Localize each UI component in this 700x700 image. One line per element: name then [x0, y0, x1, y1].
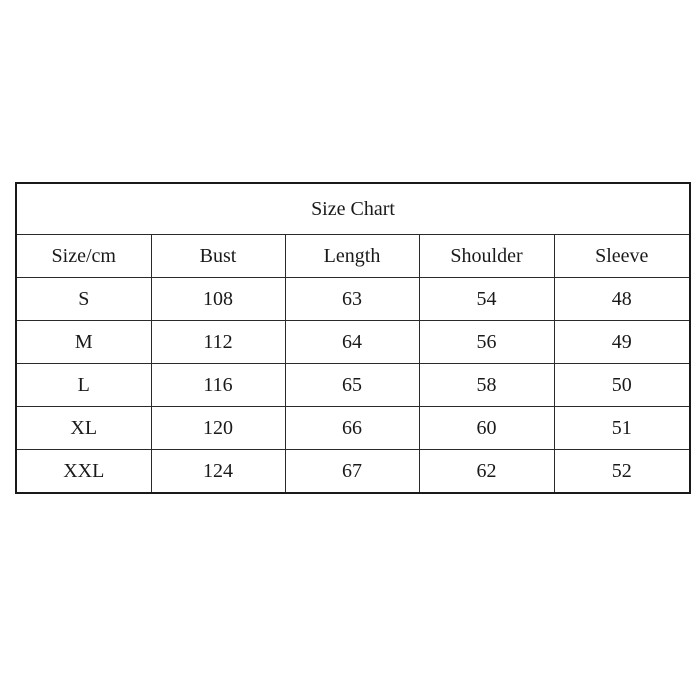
column-header-shoulder: Shoulder	[419, 235, 554, 278]
cell-length: 65	[285, 364, 419, 407]
cell-sleeve: 49	[554, 321, 690, 364]
cell-sleeve: 50	[554, 364, 690, 407]
column-header-size: Size/cm	[16, 235, 151, 278]
cell-bust: 120	[151, 407, 285, 450]
cell-sleeve: 52	[554, 450, 690, 494]
cell-size: L	[16, 364, 151, 407]
table-row	[16, 407, 690, 450]
table-row	[16, 278, 690, 321]
cell-shoulder: 58	[419, 364, 554, 407]
cell-size: XXL	[16, 450, 151, 494]
table-row	[16, 321, 690, 364]
cell-length: 67	[285, 450, 419, 494]
column-header-bust: Bust	[151, 235, 285, 278]
cell-size: XL	[16, 407, 151, 450]
table-row	[16, 364, 690, 407]
cell-shoulder: 60	[419, 407, 554, 450]
cell-length: 64	[285, 321, 419, 364]
cell-sleeve: 48	[554, 278, 690, 321]
column-header-length: Length	[285, 235, 419, 278]
table-row	[16, 450, 690, 494]
cell-bust: 124	[151, 450, 285, 494]
column-header-sleeve: Sleeve	[554, 235, 690, 278]
cell-size: S	[16, 278, 151, 321]
chart-title: Size Chart	[16, 183, 690, 235]
size-chart-table	[15, 182, 691, 494]
cell-length: 63	[285, 278, 419, 321]
cell-bust: 116	[151, 364, 285, 407]
cell-sleeve: 51	[554, 407, 690, 450]
cell-size: M	[16, 321, 151, 364]
title-row	[16, 183, 690, 235]
header-row	[16, 235, 690, 278]
cell-length: 66	[285, 407, 419, 450]
cell-bust: 112	[151, 321, 285, 364]
cell-bust: 108	[151, 278, 285, 321]
cell-shoulder: 54	[419, 278, 554, 321]
cell-shoulder: 56	[419, 321, 554, 364]
cell-shoulder: 62	[419, 450, 554, 494]
